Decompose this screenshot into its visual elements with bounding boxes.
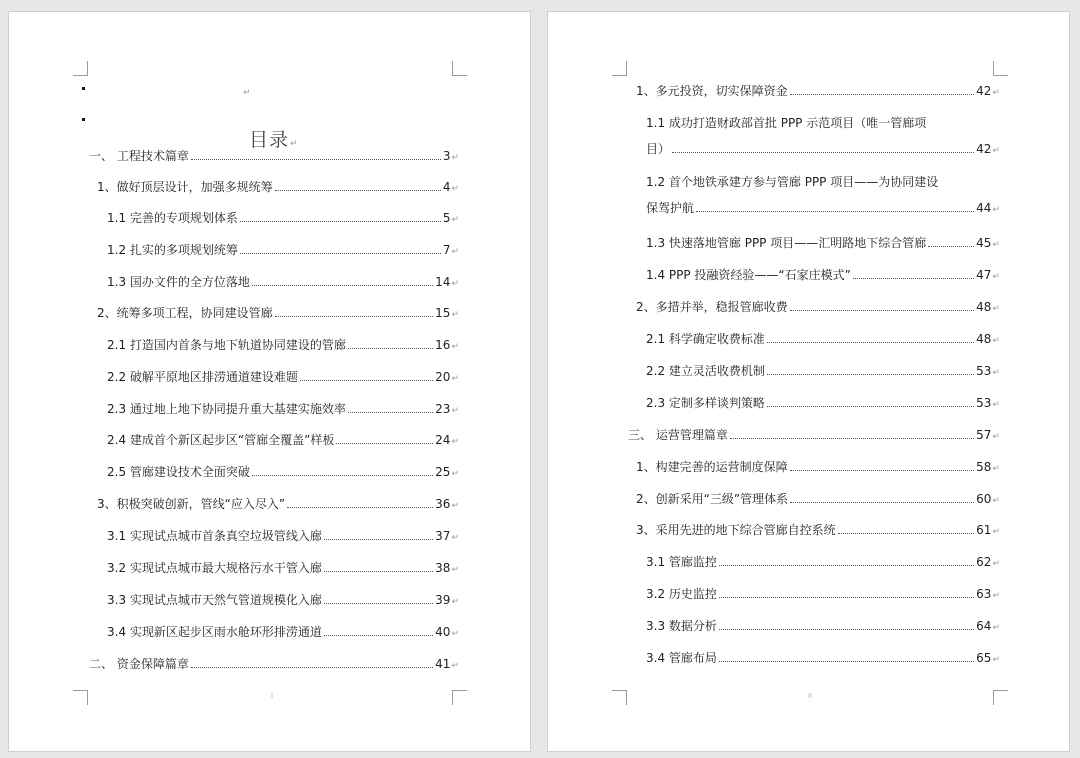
crop-mark-bottom-right [993, 690, 1008, 705]
toc-entry[interactable]: 1、构建完善的运营制度保障 58 ↵ [636, 460, 1000, 474]
toc-entry[interactable]: 三、 运营管理篇章 57 ↵ [628, 428, 1000, 442]
document-page-1 [8, 11, 531, 752]
toc-entry[interactable]: 2.3 通过地上地下协同提升重大基建实施效率 23 ↵ [107, 402, 459, 416]
crop-mark-top-left [612, 61, 627, 76]
list-bullet [82, 87, 85, 90]
toc-entry[interactable]: 3.2 历史监控 63 ↵ [646, 587, 1000, 601]
toc-entry[interactable]: 2.4 建成首个新区起步区“管廊全覆盖”样板 24 ↵ [107, 433, 459, 447]
toc-entry[interactable]: 2.5 管廊建设技术全面突破 25 ↵ [107, 465, 459, 479]
toc-entry[interactable]: 3.4 实现新区起步区雨水舱环形排涝通道 40 ↵ [107, 625, 459, 639]
toc-entry[interactable]: 1.3 国办文件的全方位落地 14 ↵ [107, 275, 459, 289]
toc-entry[interactable]: 1.1 完善的专项规划体系 5 ↵ [107, 211, 459, 225]
toc-entry[interactable]: 3.1 管廊监控 62 ↵ [646, 555, 1000, 569]
toc-entry[interactable]: 2.1 科学确定收费标准 48 ↵ [646, 332, 1000, 346]
page-number: II [808, 692, 813, 700]
paragraph-mark: ↵ [243, 88, 251, 98]
toc-entry[interactable]: 1.3 快速落地管廊 PPP 项目——汇明路地下综合管廊 45 ↵ [646, 236, 1000, 250]
toc-entry[interactable]: 2、创新采用“三级”管理体系 60 ↵ [636, 492, 1000, 506]
toc-entry[interactable]: 3.4 管廊布局 65 ↵ [646, 651, 1000, 665]
toc-entry[interactable]: 2.1 打造国内首条与地下轨道协同建设的管廊 16 ↵ [107, 338, 459, 352]
toc-entry[interactable]: 3.3 实现试点城市天然气管道规模化入廊 39 ↵ [107, 593, 459, 607]
toc-entry[interactable]: 3.1 实现试点城市首条真空垃圾管线入廊 37 ↵ [107, 529, 459, 543]
toc-entry[interactable]: 二、 资金保障篇章 41 ↵ [89, 657, 459, 671]
toc-entry[interactable]: 1.2 扎实的多项规划统筹 7 ↵ [107, 243, 459, 257]
toc-entry[interactable]: 1、多元投资，切实保障资金 42 ↵ [636, 84, 1000, 98]
toc-entry[interactable]: 一、 工程技术篇章 3 ↵ [89, 149, 459, 163]
toc-entry[interactable]: 3、积极突破创新，管线“应入尽入” 36 ↵ [97, 497, 459, 511]
toc-entry[interactable]: 1、做好顶层设计，加强多规统筹 4 ↵ [97, 180, 459, 194]
toc-entry[interactable]: 3.3 数据分析 64 ↵ [646, 619, 1000, 633]
toc-title: 目录↵ [249, 129, 299, 151]
toc-entry[interactable]: 1.2 首个地铁承建方参与管廊 PPP 项目——为协同建设 保驾护航 44 ↵ [646, 175, 1000, 215]
toc-entry[interactable]: 1.4 PPP 投融资经验——“石家庄模式” 47 ↵ [646, 268, 1000, 282]
crop-mark-top-right [452, 61, 467, 76]
toc-entry[interactable]: 2.3 定制多样谈判策略 53 ↵ [646, 396, 1000, 410]
toc-entry[interactable]: 1.1 成功打造财政部首批 PPP 示范项目（唯一管廊项 目） 42 ↵ [646, 116, 1000, 156]
toc-entry[interactable]: 2.2 建立灵活收费机制 53 ↵ [646, 364, 1000, 378]
toc-entry[interactable]: 2、统筹多项工程，协同建设管廊 15 ↵ [97, 306, 459, 320]
page-number: I [271, 692, 274, 700]
list-bullet [82, 118, 85, 121]
toc-entry[interactable]: 2、多措并举，稳报管廊收费 48 ↵ [636, 300, 1000, 314]
toc-entry[interactable]: 3、采用先进的地下综合管廊自控系统 61 ↵ [636, 523, 1000, 537]
crop-mark-top-right [993, 61, 1008, 76]
toc-entry[interactable]: 2.2 破解平原地区排涝通道建设难题 20 ↵ [107, 370, 459, 384]
toc-entry[interactable]: 3.2 实现试点城市最大规格污水干管入廊 38 ↵ [107, 561, 459, 575]
document-page-2 [547, 11, 1070, 752]
crop-mark-top-left [73, 61, 88, 76]
crop-mark-bottom-right [452, 690, 467, 705]
crop-mark-bottom-left [612, 690, 627, 705]
crop-mark-bottom-left [73, 690, 88, 705]
